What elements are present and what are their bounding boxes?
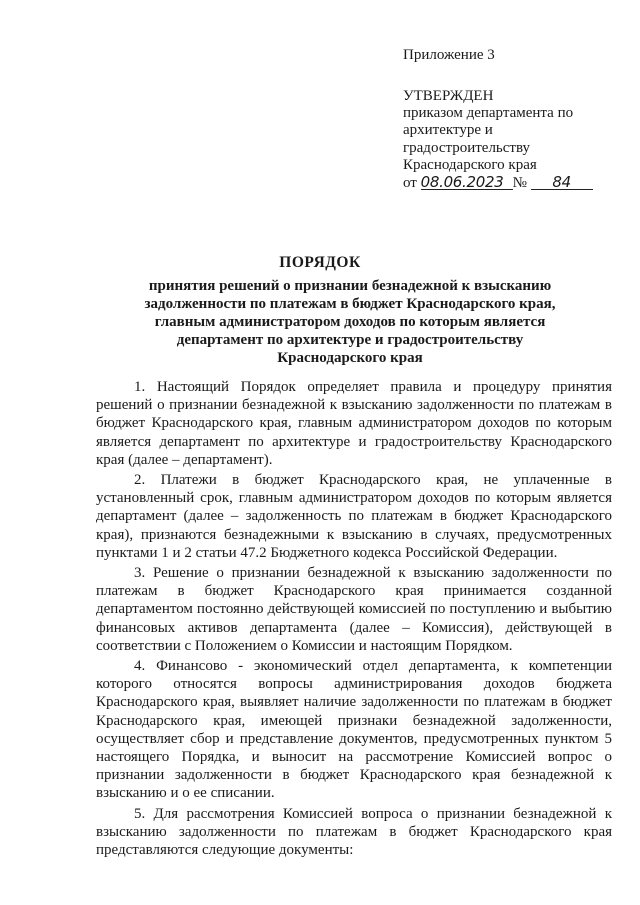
- subtitle-line: главным администратором доходов по которым является: [154, 314, 546, 330]
- paragraph-4: 4. Финансово - экономический отдел департамента, к компетенции которого относятся вопросы администрирования доходов бюджета Краснодарского края, выявляет наличие задолженности по платежам в бюджет Краснодарского края, имеющей признаки безнадежной задолженности, осуществляет сбор и представление документов, предусмотренных пунктом 5 настоящего Порядка, и выносит на рассмотрение Комиссией вопрос о признании задолженности в бюджет Краснодарского края безнадежной к взысканию и о ее списании.: [96, 658, 612, 802]
- paragraph-1: 1. Настоящий Порядок определяет правила и процедуру принятия решений о признании безнадежной к взысканию задолженности по платежам в бюджет Краснодарского края, главным администратором доходов по которым является департамент по архитектуре и градостроительству Краснодарского края (далее – департамент).: [96, 379, 612, 468]
- approval-line: архитектуре и: [403, 122, 493, 138]
- date-prefix: от: [403, 174, 417, 191]
- subtitle-line: принятия решений о признании безнадежной к взысканию: [148, 278, 552, 294]
- handwritten-number: 84: [531, 175, 593, 190]
- number-prefix: №: [512, 174, 527, 191]
- approval-line: Краснодарского края: [403, 157, 537, 173]
- paragraph-2: 2. Платежи в бюджет Краснодарского края, не уплаченные в установленный срок, главным администратором доходов по которым является департамент (далее – задолженность по платежам в бюджет Краснодарского края), признаются безнадежными к взысканию в случаях, предусмотренных пунктами 1 и 2 статьи 47.2 Бюджетного кодекса Российской Федерации.: [96, 472, 612, 561]
- document-subtitle: [130, 277, 570, 367]
- document-body: [96, 378, 612, 861]
- approval-block: [403, 47, 613, 192]
- subtitle-line: задолженности по платежам в бюджет Краснодарского края,: [144, 296, 556, 312]
- order-date-number-line: [403, 172, 613, 193]
- approved-heading: УТВЕРЖДЕН: [403, 87, 494, 104]
- appendix-label: Приложение 3: [403, 47, 495, 63]
- paragraph-5: 5. Для рассмотрения Комиссией вопроса о признании безнадежной к взысканию задолженности по платежам в бюджет Краснодарского края представляются следующие документы:: [96, 805, 612, 859]
- subtitle-line: департамент по архитектуре и градостроительству: [176, 332, 524, 348]
- document-title: ПОРЯДОК: [279, 254, 361, 271]
- approval-line: градостроительству: [403, 139, 531, 156]
- paragraph-3: 3. Решение о признании безнадежной к взысканию задолженности по платежам в бюджет Краснодарского края принимается созданной департаментом постоянно действующей комиссией по поступлению и выбытию финансовых активов департамента (далее – Комиссия), действующей в соответствии с Положением о Комиссии и настоящим Порядком.: [96, 565, 612, 654]
- handwritten-date: 08.06.2023: [421, 175, 513, 190]
- approval-line: приказом департамента по: [403, 104, 574, 121]
- subtitle-line: Краснодарского края: [277, 350, 423, 366]
